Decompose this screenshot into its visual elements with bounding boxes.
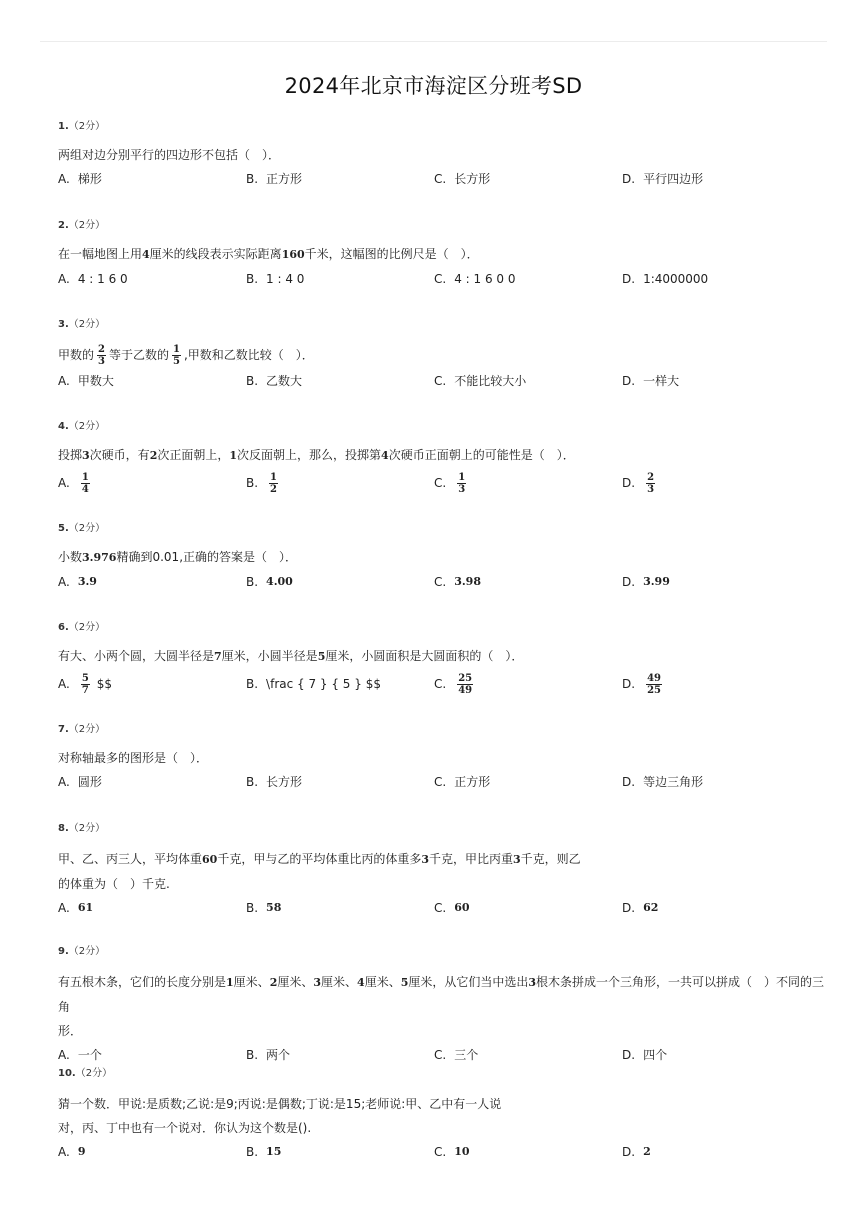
option-b[interactable]: B. \frac { 7 } { 5 } $$ [246, 677, 381, 691]
question-stem: 两组对边分别平行的四边形不包括（ ）． [58, 148, 281, 162]
options [58, 369, 828, 393]
stem-line-1: 有五根木条，它们的长度分别是1厘米、2厘米、3厘米、4厘米、5厘米，从它们当中选出3根木条拼成一个三角形，一共可以拼成（ ）不同的三角 [58, 975, 825, 1014]
option-b[interactable]: B. 1 : 4 0 [246, 272, 305, 286]
question-number: 9.（2分） [58, 946, 106, 957]
stem-line-2: 对，丙、丁中也有一个说对．你认为这个数是(). [58, 1121, 312, 1135]
question-number: 10.（2分） [58, 1068, 113, 1079]
option-c[interactable]: C. 4 : 1 6 0 0 [434, 272, 516, 286]
question-9 [58, 945, 828, 1067]
question-3 [58, 318, 828, 393]
question-number: 4.（2分） [58, 421, 106, 432]
question-stem [58, 970, 828, 1043]
stem-line-1: 猜一个数．甲说:是质数;乙说:是9;丙说:是偶数;丁说:是15;老师说:甲、乙中有一人说 [58, 1097, 502, 1111]
option-b[interactable]: B. 4.00 [246, 575, 293, 589]
option-d[interactable]: D. 62 [622, 901, 659, 915]
options [58, 1043, 828, 1067]
fraction: $\frac{5}{7}$ [81, 672, 89, 696]
fraction: $\frac{2}{3}$ [647, 471, 655, 495]
option-b[interactable]: B. 乙数大 [246, 374, 303, 388]
question-stem: 投掷3次硬币，有2次正面朝上，1次反面朝上，那么，投掷第4次硬币正面朝上的可能性是（ ）． [58, 448, 575, 462]
question-stem: 有大、小两个圆，大圆半径是7厘米，小圆半径是5厘米，小圆面积是大圆面积的（ ）． [58, 649, 524, 663]
option-a[interactable]: A. 梯形 [58, 172, 102, 186]
option-d[interactable]: D. 四个 [622, 1048, 668, 1062]
option-d[interactable]: D. 3.99 [622, 575, 670, 589]
fraction: $\frac{1}{3}$ [458, 471, 466, 495]
option-a[interactable]: A. $\frac{5}{7}$ $$ [58, 672, 113, 696]
fraction: $\frac{49}{25}$ [647, 672, 661, 696]
question-stem: 对称轴最多的图形是（ ）． [58, 751, 209, 765]
option-d[interactable]: D. 平行四边形 [622, 172, 704, 186]
question-stem: 小数3.976精确到0.01,正确的答案是（ ）． [58, 550, 298, 564]
question-number: 1.（2分） [58, 121, 106, 132]
options [58, 669, 828, 699]
option-c[interactable]: C. 10 [434, 1145, 470, 1159]
fraction: $\frac{1}{5}$ [173, 344, 180, 367]
question-2 [58, 219, 828, 291]
question-stem [58, 1092, 828, 1140]
question-stem [58, 847, 828, 896]
question-8 [58, 822, 828, 920]
top-divider [40, 41, 827, 42]
option-a[interactable]: A. 9 [58, 1145, 86, 1159]
question-5 [58, 522, 828, 594]
options [58, 468, 828, 498]
option-a[interactable]: A. 61 [58, 901, 94, 915]
option-a[interactable]: A. 圆形 [58, 775, 102, 789]
question-number: 2.（2分） [58, 220, 106, 231]
question-number: 8.（2分） [58, 823, 106, 834]
option-b[interactable]: B. 正方形 [246, 172, 303, 186]
question-stem: 甲数的 $\frac{2}{3}$ 等于乙数的 $\frac{1}{5}$ ,甲数和乙数比较（ ）． [58, 344, 314, 367]
option-c[interactable]: C. 正方形 [434, 775, 491, 789]
option-a[interactable]: A. 一个 [58, 1048, 102, 1062]
option-a[interactable]: A. $\frac{1}{4}$ [58, 471, 89, 495]
option-b[interactable]: B. 长方形 [246, 775, 303, 789]
option-b[interactable]: B. 58 [246, 901, 282, 915]
options [58, 267, 828, 291]
option-a[interactable]: A. 3.9 [58, 575, 97, 589]
option-d[interactable]: D. 2 [622, 1145, 651, 1159]
question-4 [58, 420, 828, 498]
option-b[interactable]: B. $\frac{1}{2}$ [246, 471, 278, 495]
fraction: $\frac{1}{2}$ [270, 471, 278, 495]
question-number: 3.（2分） [58, 319, 106, 330]
options [58, 570, 828, 594]
stem-line-2: 形． [58, 1024, 83, 1038]
stem-line-2: 的体重为（ ）千克. [58, 877, 170, 891]
fraction: $\frac{25}{49}$ [458, 672, 473, 696]
option-c[interactable]: C. 长方形 [434, 172, 491, 186]
option-d[interactable]: D. 1:4000000 [622, 272, 709, 286]
fraction: $\frac{1}{4}$ [81, 471, 89, 495]
options [58, 1140, 828, 1164]
option-b[interactable]: B. 两个 [246, 1048, 291, 1062]
question-number: 6.（2分） [58, 622, 106, 633]
question-10 [58, 1067, 828, 1164]
question-7 [58, 723, 828, 794]
option-c[interactable]: C. 三个 [434, 1048, 479, 1062]
fraction: $\frac{2}{3}$ [98, 344, 105, 367]
option-c[interactable]: C. $\frac{1}{3}$ [434, 471, 466, 495]
option-d[interactable]: D. 一样大 [622, 374, 680, 388]
options [58, 770, 828, 794]
options [58, 167, 828, 191]
page-title: 2024年北京市海淀区分班考SD [284, 74, 583, 98]
option-c[interactable]: C. $\frac{25}{49}$ [434, 672, 473, 696]
option-d[interactable]: D. $\frac{49}{25}$ [622, 672, 661, 696]
option-c[interactable]: C. 60 [434, 901, 470, 915]
option-d[interactable]: D. 等边三角形 [622, 775, 704, 789]
option-d[interactable]: D. $\frac{2}{3}$ [622, 471, 655, 495]
option-b[interactable]: B. 15 [246, 1145, 282, 1159]
option-a[interactable]: A. 4 : 1 6 0 [58, 272, 128, 286]
option-c[interactable]: C. 不能比较大小 [434, 374, 527, 388]
option-c[interactable]: C. 3.98 [434, 575, 481, 589]
question-stem: 在一幅地图上用4厘米的线段表示实际距离160千米，这幅图的比例尺是（ ）． [58, 247, 479, 261]
question-1 [58, 120, 828, 191]
option-a[interactable]: A. 甲数大 [58, 374, 114, 388]
question-6 [58, 621, 828, 699]
question-number: 5.（2分） [58, 523, 106, 534]
options [58, 896, 828, 920]
question-number: 7.（2分） [58, 724, 106, 735]
stem-line-1: 甲、乙、丙三人，平均体重60千克，甲与乙的平均体重比丙的体重多3千克，甲比丙重3千克，则乙 [58, 852, 581, 866]
